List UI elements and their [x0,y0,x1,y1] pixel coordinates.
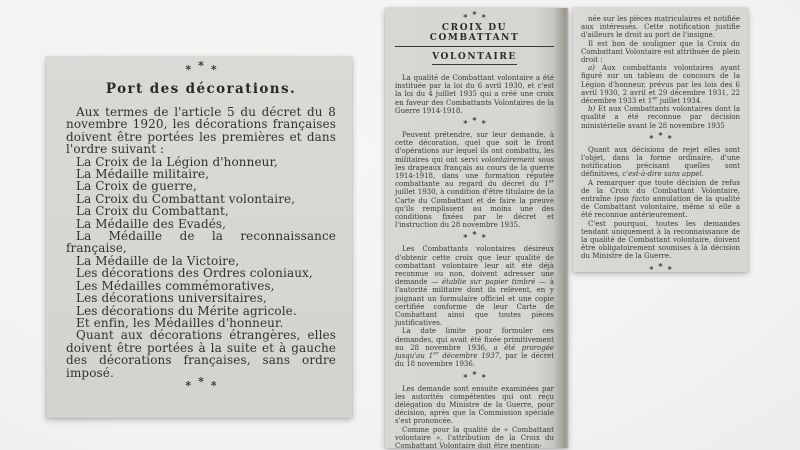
paragraph: née sur les pièces matriculaires et notifiée aux intéressés. Cette notification justifie d'ailleurs le droit au port de l'insigne. [581,15,740,40]
asterism-divider: * * * [463,115,486,129]
asterism-divider: * * * [463,229,486,243]
paragraph: Il est bon de souligner que la Croix du Combattant Volontaire est attribuée de plein droit : [581,39,740,65]
left-clipping-body [66,106,336,379]
list-item: La Croix du Combattant, [76,204,229,219]
asterism-ornament: * * * [185,59,217,76]
article-column-1-text [395,74,554,450]
right-clipping-croix-column-2 [573,8,748,272]
list-item: Les décorations des Ordres coloniaux, [76,266,313,281]
left-clipping-port-des-decorations [46,57,352,418]
paragraph: C'est pourquoi, toutes les demandes tendant uniquement à la reconnaissance de la qualité de Combattant volontaire, doivent être obligatoirement soumises à la décision du Ministre de la Guerre. [581,219,740,261]
article-title-line1: CROIX DU COMBATTANT [395,23,554,47]
intro-paragraph: Aux termes de l'article 5 du décret du 8 novembre 1920, les décorations françaises doivent être portées les premières et dans l'ordre suivant : [66,105,336,157]
outro-paragraph: Quant aux décorations étrangères, elles doivent être portées à la suite et à gauche des décorations françaises, sans ordre imposé. [66,328,336,380]
middle-clipping-croix-column-1 [385,8,568,448]
article-column-2-text [581,15,740,273]
article-title-line2: VOLONTAIRE [395,52,554,66]
paragraph: La date limite pour formuler ces demandes, qui avait été fixée primitivement au 28 novembre 1936, a été prorogée jusqu'au 1er décembre 1937, par le décret du 18 novembre 1936. [395,327,555,369]
asterism-ornament: * * * [463,9,486,22]
paragraph: a) Aux combattants volontaires ayant figuré sur un tableau de concours de la Légion d'honneur, prévus par les lois des 6 avril 1930, 2 avril et 29 décembre 1931, 22 décembre 1933 et 1er juillet 1934. [581,64,740,106]
list-item: La Croix de la Légion d'honneur, [76,154,278,169]
asterism-divider: * * * [649,260,672,274]
asterism-ornament: * * * [185,374,217,392]
paragraph: A remarquer que toute décision de refus de la Croix du Combattant Volontaire, entraîne ipso facto annulation de la qualité de Combattant volontaire, même si elle a été reconnue antérieurement. [581,178,740,220]
list-item: La Médaille de la Victoire, [76,253,240,268]
asterism-divider: * * * [463,368,486,382]
list-item: La Croix du Combattant volontaire, [76,191,296,206]
paragraph: b) Et aux Combattants volontaires dont la qualité a été reconnue par décision ministérielle avant le 28 novembre 1935 [581,105,740,130]
list-item: La Médaille militaire, [76,167,210,182]
list-item: Et enfin, les Médailles d'honneur. [76,315,284,330]
list-item: La Croix de guerre, [76,179,197,194]
paragraph: Comme pour la qualité de « Combattant volontaire », l'attribution de la Croix du Combattant Volontaire doit être mention- [395,425,554,450]
list-item: Les Médailles commémoratives, [76,278,275,293]
asterism-divider: * * * [649,129,672,143]
paragraph: Peuvent prétendre, sur leur demande, à cette décoration, quel que soit le front d'opérations sur lequel ils ont combattu, les militaires qui ont servi volontairement sous les drapeaux français au cours de la guerre 1914-1918, dans une formation réputée combattante au regard du décret du 1er juillet 1930, à condition d'être titulaire de la Carte du Combattant et de faire la preuve qu'ils remplissent au moins une des conditions fixées par le décret et l'instruction du 28 novembre 1935. [395,131,554,230]
paragraph: La qualité de Combattant volontaire a été instituée par la loi du 6 avril 1930, et c'est la loi du 4 juillet 1935 qui a créé une croix en faveur des Combattants Volontaires de la Guerre 1914-1918. [395,74,554,115]
paragraph: Les demande sont ensuite examinées par les autorités compétentes qui ont reçu délégation du Ministre de la Guerre, pour décision, après que la Commission spéciale s'est prononcée. [395,384,554,426]
paragraph: Quant aux décisions de rejet elles sont l'objet, dans la forme ordinaire, d'une notification précisant quelles sont définitives, c'est-à-dire sans appel. [581,145,740,179]
decorations-list [66,156,336,330]
paragraph: Les Combattants volontaires désireux d'obtenir cette croix que leur qualité de combattant volontaire leur ait été déjà reconnue ou non, doivent adresser une demande — établie sur papier timbré — à l'autorité militaire dont ils relèvent, en y joignant un formulaire officiel et une copie certifiée conforme de leur Carte de Combattant ainsi que toutes pièces justificatives. [395,245,555,328]
list-item: La Médaille des Evadés, [76,216,227,231]
left-clipping-title: Port des décorations. [105,81,297,97]
list-item: Les décorations du Mérite agricole. [76,303,297,318]
list-item: La Médaille de la reconnaissance française, [66,229,336,256]
list-item: Les décorations universitaires, [76,291,267,306]
